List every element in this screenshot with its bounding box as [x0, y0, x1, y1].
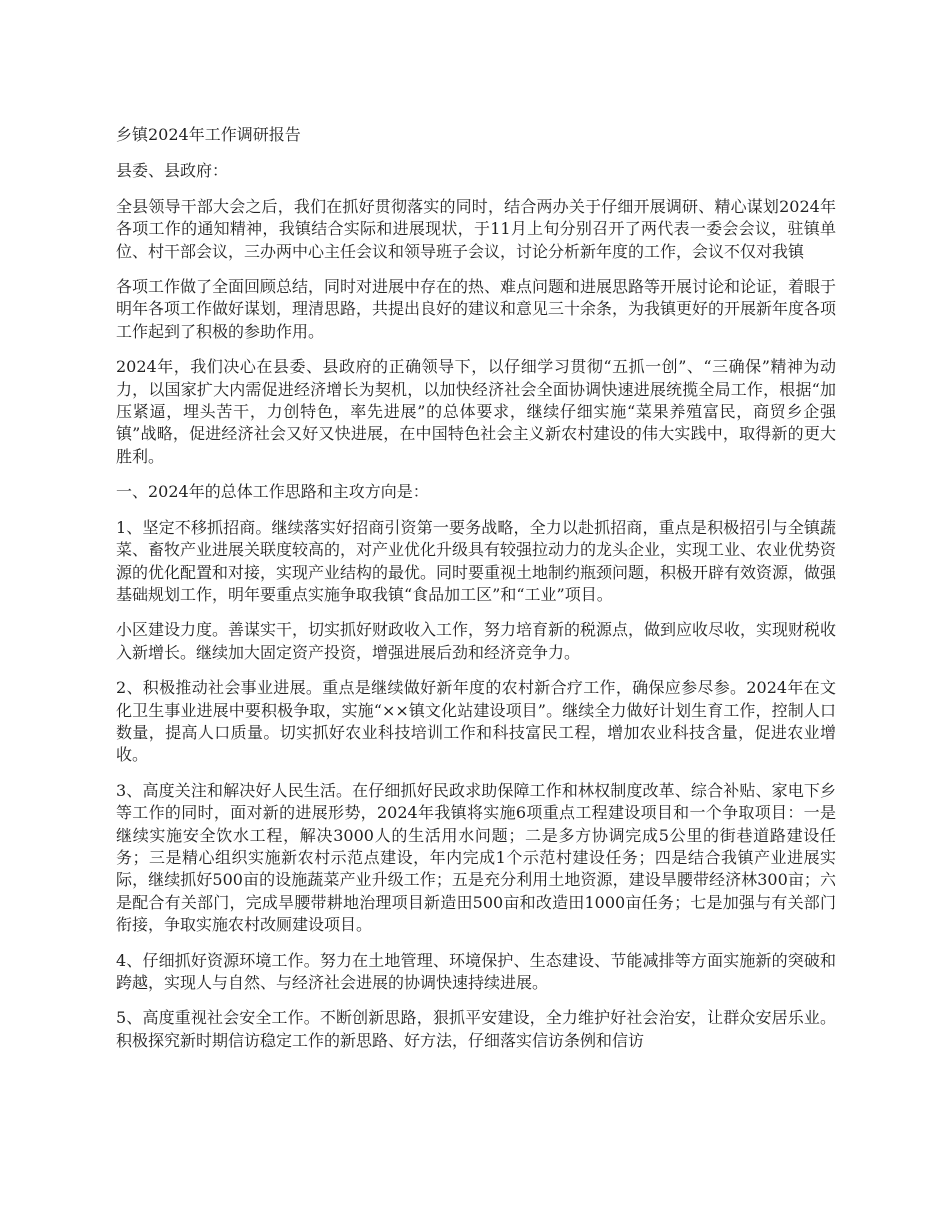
- paragraph: 2、积极推动社会事业进展。重点是继续做好新年度的农村新合疗工作，确保应参尽参。2024年在文化卫生事业进展中要积极争取，实施“××镇文化站建设项目”。继续全力做好计划生育工作，控制人口数量，提高人口质量。切实抓好农业科技培训工作和科技富民工程，增加农业科技含量，促进农业增收。: [116, 678, 836, 765]
- paragraph: 各项工作做了全面回顾总结，同时对进展中存在的热、难点问题和进展思路等开展讨论和论证，着眼于明年各项工作做好谋划，理清思路，共提出良好的建议和意见三十余条，为我镇更好的开展新年度各项工作起到了积极的参助作用。: [116, 277, 837, 341]
- salutation: 县委、县政府：: [116, 161, 229, 181]
- document-title: 乡镇2024年工作调研报告: [116, 125, 301, 144]
- paragraph: 全县领导干部大会之后，我们在抓好贯彻落实的同时，结合两办关于仔细开展调研、精心谋划2024年各项工作的通知精神，我镇结合实际和进展现状，于11月上旬分别召开了两代表一委会会议，驻镇单位、村干部会议，三办两中心主任会议和领导班子会议，讨论分析新年度的工作，会议不仅对我镇: [116, 196, 836, 261]
- paragraph: 5、高度重视社会安全工作。不断创新思路，狠抓平安建设，全力维护好社会治安，让群众安居乐业。积极探究新时期信访稳定工作的新思路、好方法，仔细落实信访条例和信访: [116, 1008, 836, 1050]
- paragraph: 1、坚定不移抓招商。继续落实好招商引资第一要务战略，全力以赴抓招商，重点是积极招引与全镇蔬菜、畜牧产业进展关联度较高的，对产业优化升级具有较强拉动力的龙头企业，实现工业、农业优势资源的优化配置和对接，实现产业结构的最优。同时要重视土地制约瓶颈问题，积极开辟有效资源，做强基础规划工作，明年要重点实施争取我镇“食品加工区”和“工业”项目。: [116, 517, 837, 604]
- paragraph: 2024年，我们决心在县委、县政府的正确领导下，以仔细学习贯彻“五抓一创”、“三确保”精神为动力，以国家扩大内需促进经济增长为契机，以加快经济社会全面协调快速进展统揽全局工作，根据“加压紧逼，埋头苦干，力创特色，率先进展”的总体要求，继续仔细实施“菜果养殖富民，商贸乡企强镇”战略，促进经济社会又好又快进展，在中国特色社会主义新农村建设的伟大实践中，取得新的更大胜利。: [116, 357, 836, 466]
- paragraph: 3、高度关注和解决好人民生活。在仔细抓好民政求助保障工作和林权制度改革、综合补贴、家电下乡等工作的同时，面对新的进展形势，2024年我镇将实施6项重点工程建设项目和一个争取项目：一是继续实施安全饮水工程，解决3000人的生活用水问题；二是多方协调完成5公里的街巷道路建设任务；三是精心组织实施新农村示范点建设，年内完成1个示范村建设任务；四是结合我镇产业进展实际，继续抓好500亩的设施蔬菜产业升级工作；五是充分利用土地资源，建设旱腰带经济林300亩；六是配合有关部门，完成旱腰带耕地治理项目新造田500亩和改造田1000亩任务；七是加强与有关部门衔接，争取实施农村改厕建设项目。: [116, 780, 836, 935]
- section-heading: 一、2024年的总体工作思路和主攻方向是：: [116, 482, 429, 502]
- document-body: [116, 124, 836, 1065]
- paragraph: 4、仔细抓好资源环境工作。努力在土地管理、环境保护、生态建设、节能减排等方面实施新的突破和跨越，实现人与自然、与经济社会进展的协调快速持续进展。: [116, 950, 836, 992]
- paragraph: 小区建设力度。善谋实干，切实抓好财政收入工作，努力培育新的税源点，做到应收尽收，实现财税收入新增长。继续加大固定资产投资，增强进展后劲和经济竞争力。: [116, 620, 837, 662]
